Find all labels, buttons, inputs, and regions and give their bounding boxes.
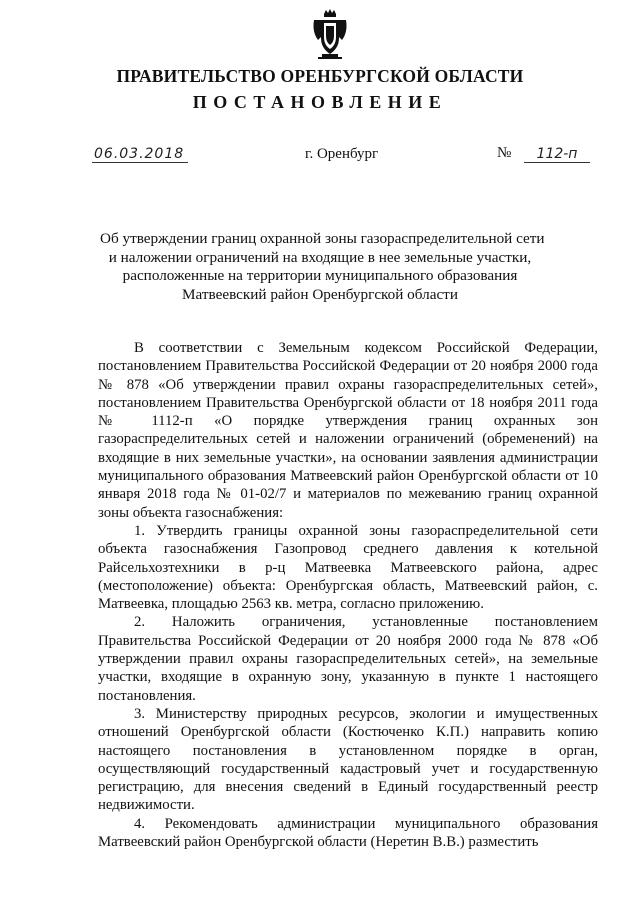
title-line: и наложении ограничений на входящие в нее земельные участки, [108, 248, 532, 266]
document-number-label: № [497, 145, 512, 161]
document-body [98, 339, 598, 851]
clause-paragraph-1: 1. Утвердить границы охранной зоны газораспределительной сети объекта газоснабжения Газопровод среднего давления к котельной Райсельхозтехники в р-ц Матвеевка Матвеевского района, адрес (местоположение) объекта: Оренбургская область, Матвеевский район, с. Матвеевка, площадью 2563 кв. метра, согласно приложению. [98, 522, 598, 613]
title-line: Об утверждении границ охранной зоны газораспределительной сети [100, 230, 545, 247]
preamble-paragraph: В соответствии с Земельным кодексом Российской Федерации, постановлением Правительства Российской Федерации от 20 ноября 2000 года № 878 «Об утверждении правил охраны газораспределительных сетей», постановлением Правительства Оренбургской области от 18 ноября 2011 года № 1112-п «О порядке утверждения границ охранных зон газораспределительных сетей и наложении ограничений (обременений) на входящие в них земельные участки», на основании заявления администрации муниципального образования Матвеевский район Оренбургской области от 10 января 2018 года № 01-02/7 и материалов по межеванию границ охранной зоны объекта газоснабжения: [98, 340, 598, 521]
clause-paragraph-2: 2. Наложить ограничения, установленные постановлением Правительства Российской Федерации от 20 ноября 2000 года № 878 «Об утверждении правил охраны газораспределительных сетей», на земельные участки, входящие в охранную зону, указанную в пункте 1 настоящего постановления. [98, 614, 598, 704]
document-date: 06.03.2018 [92, 146, 188, 163]
coat-of-arms-icon [310, 8, 350, 60]
clause-paragraph-3: 3. Министерству природных ресурсов, экологии и имущественных отношений Оренбургской области (Костюченко К.П.) направить копию настоящего постановления в установленном порядке в орган, осуществляющий государственный кадастровый учет и государственную регистрацию, для внесения сведений в Единый государственный реестр недвижимости. [98, 705, 598, 814]
document-title [100, 230, 545, 304]
clause-paragraph-4: 4. Рекомендовать администрации муниципального образования Матвеевский район Оренбургской области (Неретин В.В.) разместить [98, 815, 598, 851]
document-city: г. Оренбург [305, 146, 379, 162]
organization-name: ПРАВИТЕЛЬСТВО ОРЕНБУРГСКОЙ ОБЛАСТИ [116, 66, 524, 86]
title-line: Матвеевский район Оренбургской области [182, 285, 458, 303]
document-type: ПОСТАНОВЛЕНИЕ [192, 92, 448, 112]
document-number: 112-п [524, 146, 590, 163]
title-line: расположенные на территории муниципального образования [122, 267, 518, 285]
